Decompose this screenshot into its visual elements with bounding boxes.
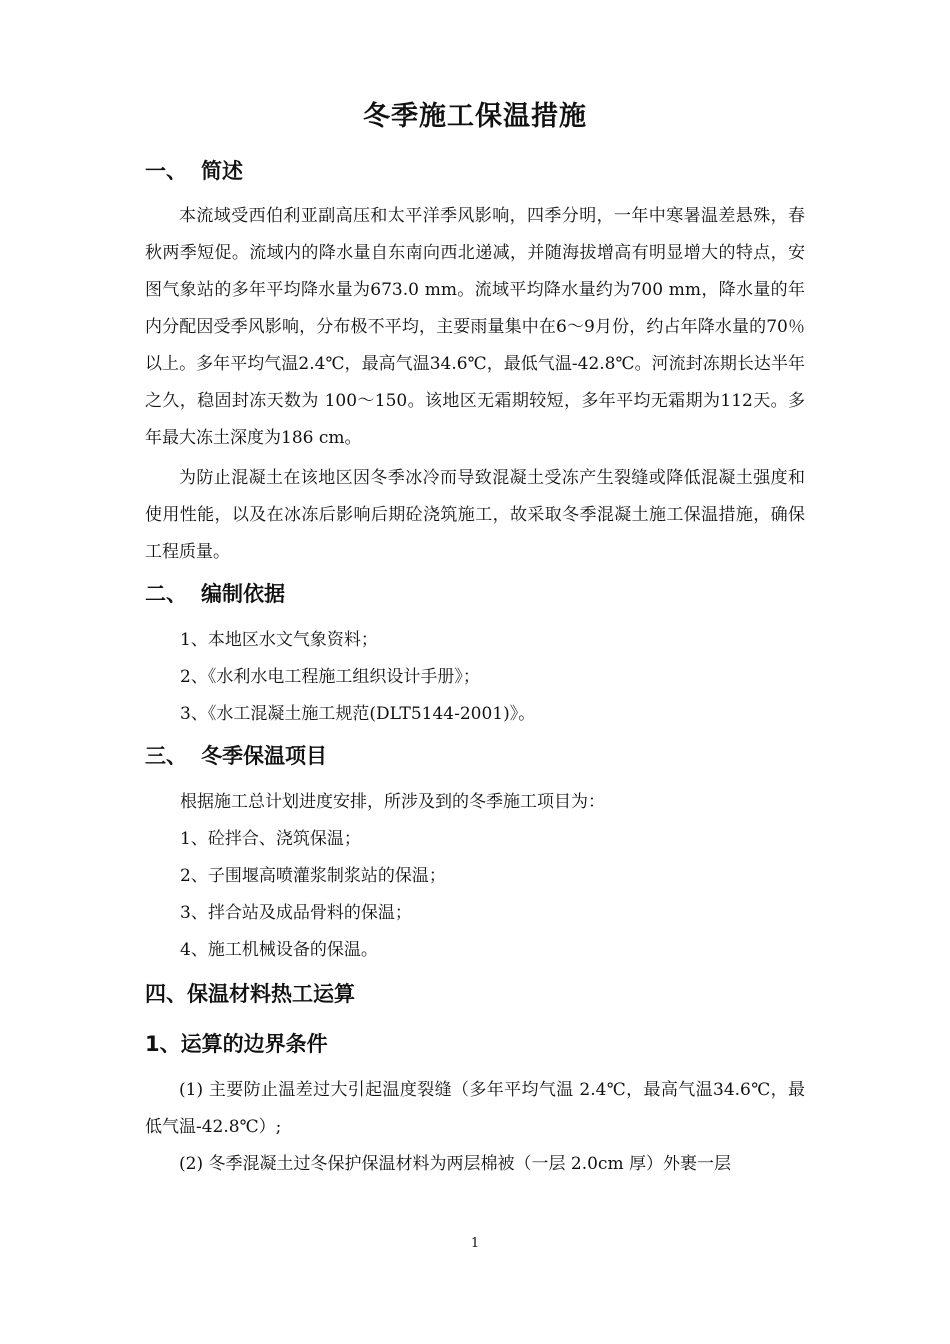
winter-item-1: 1、砼拌合、浇筑保温；: [180, 829, 361, 849]
section-1-title: 简述: [201, 159, 243, 183]
section-3-number: 三、: [145, 744, 187, 768]
section-1-number: 一、: [145, 159, 187, 183]
section-1-heading: [145, 155, 243, 185]
section-2-number: 二、: [145, 582, 187, 606]
subsection-1-heading: 1、运算的边界条件: [145, 1032, 328, 1056]
winter-item-2: 2、子围堰高喷灌浆制浆站的保温；: [180, 866, 446, 886]
document-title: 冬季施工保温措施: [363, 101, 587, 132]
basis-item-1: 1、本地区水文气象资料；: [180, 630, 378, 650]
section-3-intro: 根据施工总计划进度安排，所涉及到的冬季施工项目为：: [180, 792, 605, 812]
basis-item-3: 3、《水工混凝土施工规范(DLT5144-2001)》。: [180, 704, 536, 724]
winter-item-3: 3、拌合站及成品骨料的保温；: [180, 903, 412, 923]
condition-1: (1) 主要防止温差过大引起温度裂缝（多年平均气温 2.4℃，最高气温34.6℃，最低气温-42.8℃）;: [145, 1080, 805, 1137]
section-4-heading: 四、保温材料热工运算: [145, 982, 355, 1006]
section-1-paragraph-2: 为防止混凝土在该地区因冬季冰冷而导致混凝土受冻产生裂缝或降低混凝土强度和使用性能，以及在冰冻后影响后期砼浇筑施工，故采取冬季混凝土施工保温措施，确保工程质量。: [145, 468, 805, 562]
winter-item-4: 4、施工机械设备的保温。: [180, 940, 378, 960]
section-1-paragraph-1: 本流域受西伯利亚副高压和太平洋季风影响，四季分明，一年中寒暑温差悬殊，春秋两季短促。流域内的降水量自东南向西北递减，并随海拔增高有明显增大的特点，安图气象站的多年平均降水量为673.0 mm。流域平均降水量约为700 mm，降水量的年内分配因受季风影响，分布极不平均，主要雨量集中在6～9月份，约占年降水量的70％以上。多年平均气温2.4℃，最高气温34.6℃，最低气温-42.8℃。河流封冻期长达半年之久，稳固封冻天数为 100～150。该地区无霜期较短，多年平均无霜期为112天。多年最大冻土深度为186 cm。: [145, 206, 805, 448]
basis-item-2: 2、《水利水电工程施工组织设计手册》；: [180, 667, 480, 687]
section-2-title: 编制依据: [201, 582, 285, 606]
condition-2: (2) 冬季混凝土过冬保护保温材料为两层棉被（一层 2.0cm 厚）外裹一层: [179, 1154, 731, 1174]
section-2-heading: [145, 578, 285, 608]
section-3-title: 冬季保温项目: [201, 744, 327, 768]
section-3-heading: [145, 740, 327, 770]
page-number: 1: [470, 1236, 480, 1251]
